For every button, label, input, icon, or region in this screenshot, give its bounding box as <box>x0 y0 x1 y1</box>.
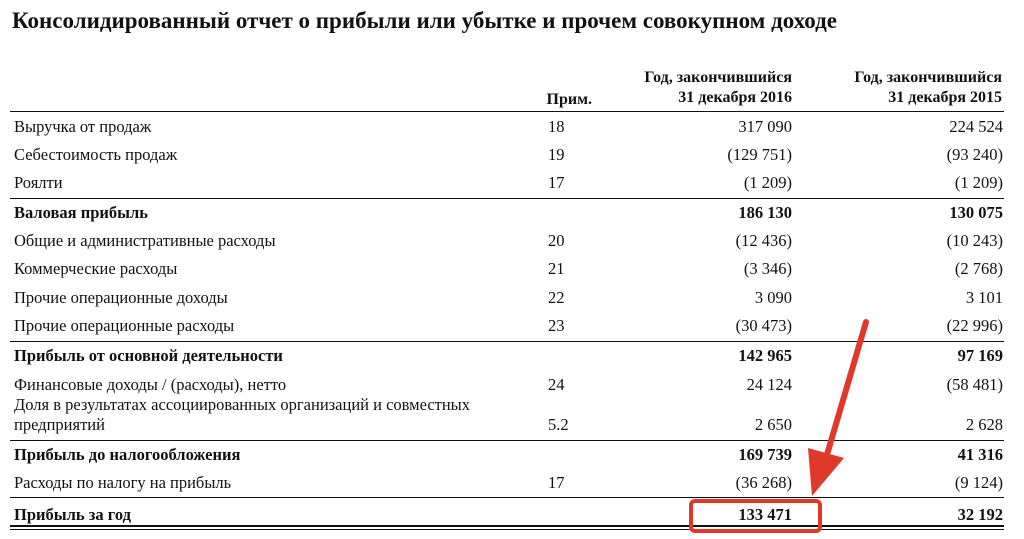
row-label: Себестоимость продаж <box>14 145 178 164</box>
row-value-2015: (1 209) <box>954 173 1003 192</box>
row-value-2015: (93 240) <box>946 145 1003 164</box>
row-value-2016: (12 436) <box>735 231 792 250</box>
row-value-2015: (9 124) <box>954 473 1003 492</box>
row-label: Прочие операционные расходы <box>14 316 235 335</box>
row-label: Расходы по налогу на прибыль <box>14 473 232 492</box>
row-value-2015: (22 996) <box>946 316 1003 335</box>
row-note: 18 <box>548 117 565 136</box>
row-value-2016: (129 751) <box>727 145 792 164</box>
row-label: Финансовые доходы / (расходы), нетто <box>14 375 287 394</box>
row-label: Коммерческие расходы <box>14 259 178 278</box>
row-value-2015: 3 101 <box>965 288 1003 307</box>
row-label: Валовая прибыль <box>14 203 149 222</box>
row-label: Прибыль за год <box>14 505 131 524</box>
row-note: 19 <box>548 145 565 164</box>
row-value-2016: 317 090 <box>738 117 792 136</box>
row-label-line1: Доля в результатах ассоциированных организаций и совместных <box>14 395 471 414</box>
column-2016-header-line1: Год, закончившийся <box>644 69 792 86</box>
row-note: 22 <box>548 288 565 307</box>
row-label: Общие и административные расходы <box>14 231 276 250</box>
row-label: Прибыль до налогообложения <box>14 445 241 464</box>
row-label-line2: предприятий <box>14 415 105 434</box>
row-value-2016: 2 650 <box>754 415 792 434</box>
row-value-2015: 32 192 <box>957 505 1003 524</box>
row-value-2016: 142 965 <box>738 346 792 365</box>
row-value-2015: 130 075 <box>949 203 1003 222</box>
row-label: Прибыль от основной деятельности <box>14 346 283 365</box>
row-label: Выручка от продаж <box>14 117 152 136</box>
row-note: 5.2 <box>548 415 569 434</box>
row-note: 17 <box>548 173 565 192</box>
column-2015-header-line1: Год, закончившийся <box>854 69 1002 86</box>
row-value-2015: 97 169 <box>957 346 1003 365</box>
row-value-2015: (58 481) <box>946 375 1003 394</box>
row-value-2016: (30 473) <box>735 316 792 335</box>
row-value-2016: 3 090 <box>754 288 792 307</box>
row-value-2015: 41 316 <box>957 445 1003 464</box>
row-note: 24 <box>548 375 565 394</box>
row-note: 21 <box>548 259 565 278</box>
row-value-2016: (1 209) <box>743 173 792 192</box>
row-value-2016: 133 471 <box>738 505 792 524</box>
row-note: 23 <box>548 316 565 335</box>
row-label: Прочие операционные доходы <box>14 288 228 307</box>
row-value-2015: 224 524 <box>949 117 1003 136</box>
row-label: Роялти <box>14 173 63 192</box>
row-value-2016: 24 124 <box>746 375 792 394</box>
column-2016-header-line2: 31 декабря 2016 <box>678 89 792 106</box>
highlight-box <box>689 499 822 533</box>
row-value-2015: (10 243) <box>946 231 1003 250</box>
page-title: Консолидированный отчет о прибыли или убытке и прочем совокупном доходе <box>12 8 837 33</box>
row-value-2016: (3 346) <box>743 259 792 278</box>
row-value-2016: 169 739 <box>738 445 792 464</box>
row-note: 20 <box>548 231 565 250</box>
row-value-2016: 186 130 <box>738 203 792 222</box>
row-note: 17 <box>548 473 565 492</box>
row-value-2016: (36 268) <box>735 473 792 492</box>
column-2015-header-line2: 31 декабря 2015 <box>888 89 1002 106</box>
row-value-2015: (2 768) <box>954 259 1003 278</box>
row-value-2015: 2 628 <box>965 415 1003 434</box>
note-column-header: Прим. <box>546 91 592 108</box>
